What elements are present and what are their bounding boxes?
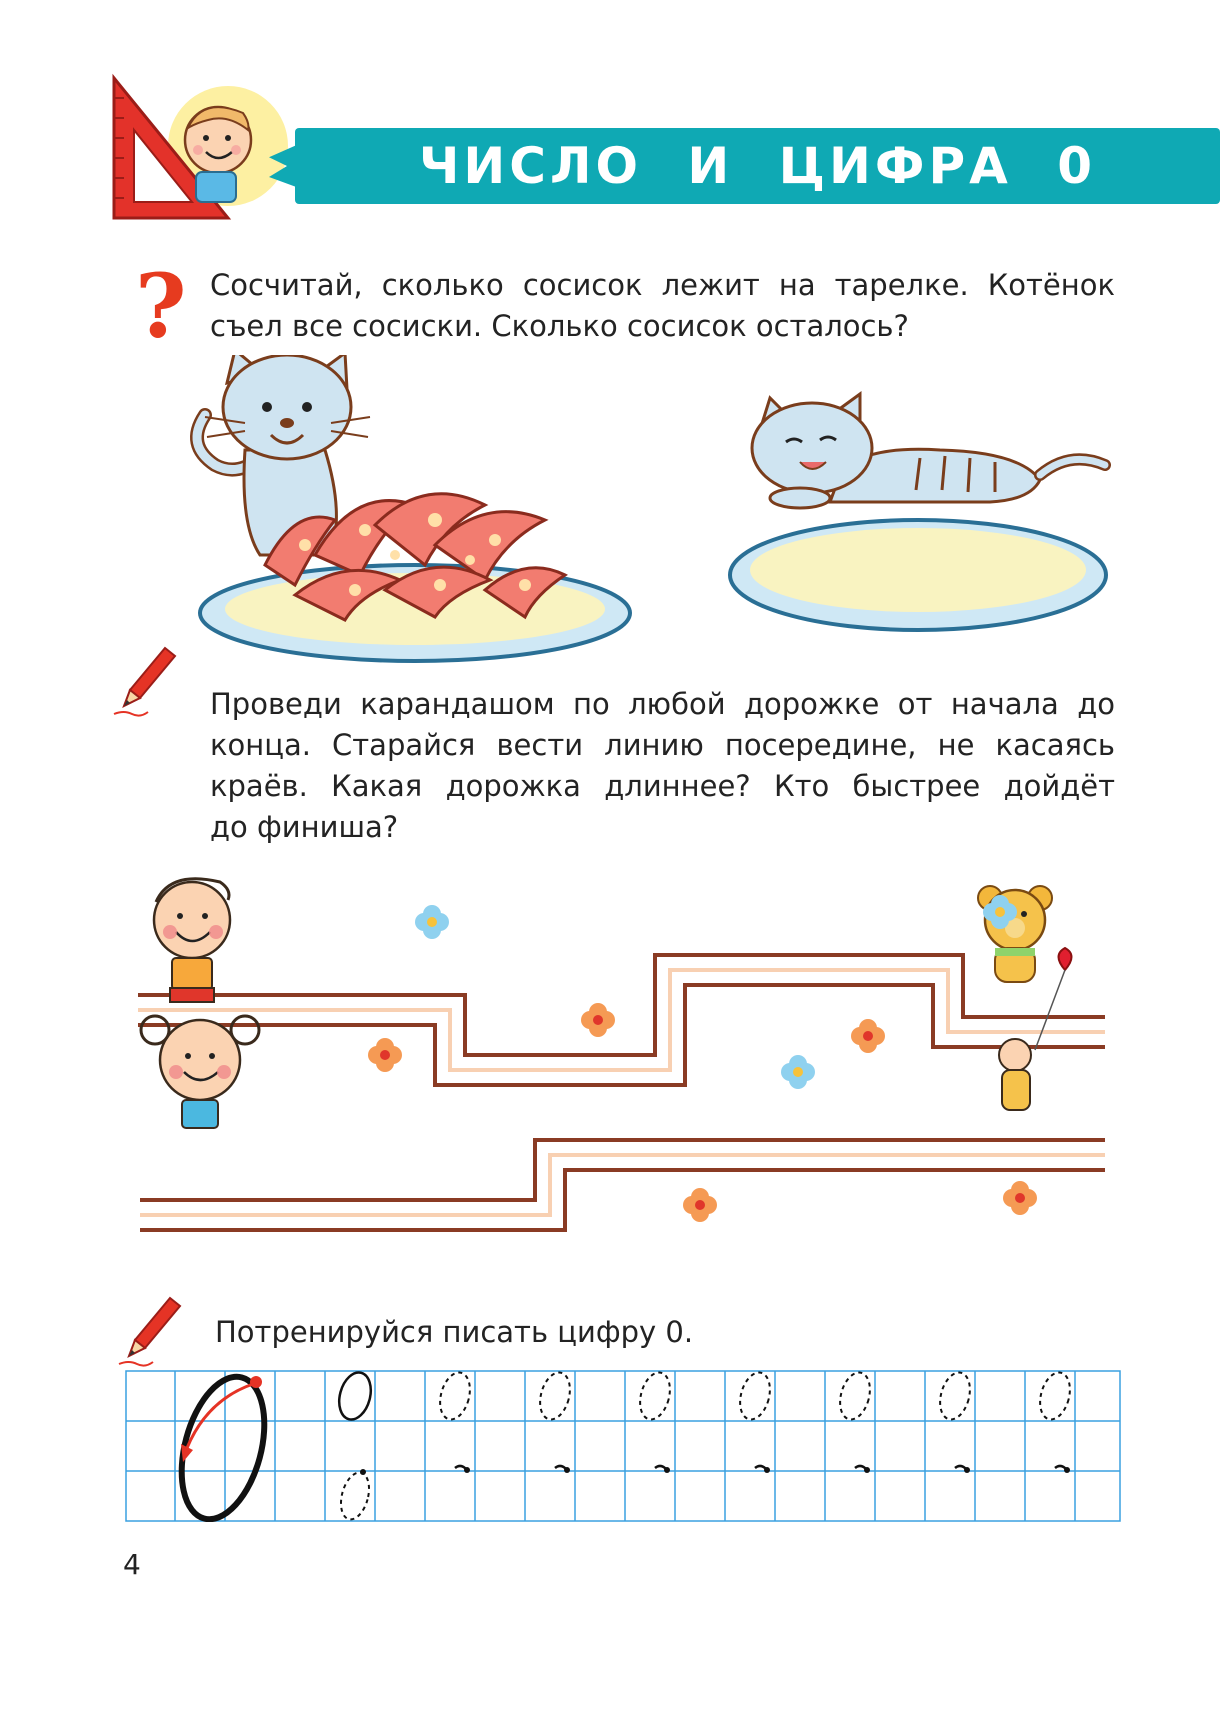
bear-toy-icon [978, 886, 1052, 982]
traced-digit-zero [334, 1370, 375, 1522]
triangle-ruler-boy-illustration [108, 68, 298, 228]
page-number: 4 [123, 1548, 141, 1581]
pencil-icon [115, 1290, 185, 1370]
cat-with-sausages-illustration [185, 355, 635, 665]
girl-character-icon [141, 1016, 259, 1128]
task-maze-text-line-1: Проведи карандашом по любой дорожке от начала до [210, 687, 1115, 721]
maze-illustration[interactable] [110, 860, 1120, 1240]
task-maze-text-line-4: до финиша? [210, 810, 399, 844]
cat-with-empty-plate-illustration [720, 380, 1120, 635]
question-icon: ? [135, 254, 187, 358]
task-maze-text-line-3: краёв. Какая дорожка длиннее? Кто быстрее дойдёт [210, 769, 1115, 803]
page-title: ЧИСЛО И ЦИФРА 0 [419, 137, 1096, 195]
task-maze-text-line-2: конца. Старайся вести линию посередине, не касаясь [210, 728, 1115, 762]
task-count-text-line-2: съел все сосиски. Сколько сосисок осталось? [210, 309, 909, 343]
task-write-digit-text: Потренируйся писать цифру 0. [215, 1315, 694, 1349]
writing-practice-grid[interactable] [125, 1370, 1121, 1522]
model-digit-zero [167, 1370, 278, 1522]
task-count-text-line-1: Сосчитай, сколько сосисок лежит на тарелке. Котёнок [210, 268, 1115, 302]
pencil-icon [110, 640, 180, 720]
boy-character-icon [154, 879, 230, 1002]
dotted-digit-zero [435, 1370, 1074, 1423]
